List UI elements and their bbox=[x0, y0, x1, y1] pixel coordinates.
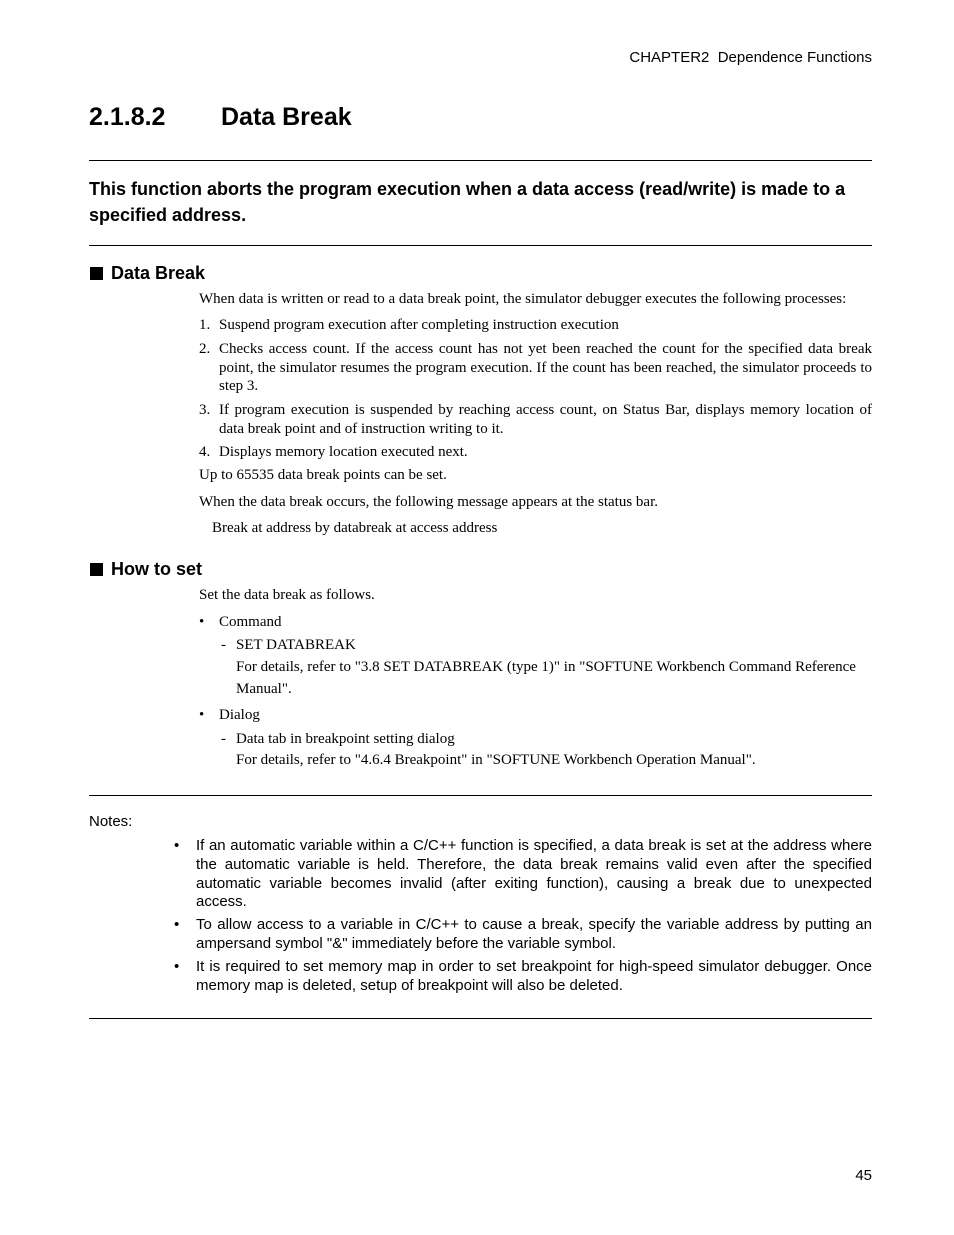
break-limit-text: Up to 65535 data break points can be set. bbox=[199, 467, 447, 483]
step-number: 2. bbox=[199, 341, 211, 357]
data-break-heading-text: Data Break bbox=[111, 263, 206, 283]
dash-marker: - bbox=[221, 637, 226, 653]
section-number: 2.1.8.2 bbox=[89, 103, 166, 131]
data-break-heading bbox=[89, 263, 205, 284]
divider-notes-bottom bbox=[89, 1018, 872, 1019]
section-title: Data Break bbox=[221, 103, 352, 131]
bullet-icon: • bbox=[174, 837, 180, 854]
method-sub-label: Data tab in breakpoint setting dialog bbox=[236, 731, 455, 747]
running-header: CHAPTER2 Dependence Functions bbox=[629, 49, 872, 66]
divider-summary bbox=[89, 245, 872, 246]
step-text: Suspend program execution after completing instruction execution bbox=[219, 317, 619, 333]
step-text: If program execution is suspended by reaching access count, on Status Bar, displays memory location of data break point and of instruction writing to it. bbox=[219, 402, 872, 437]
dash-marker: - bbox=[221, 731, 226, 747]
method-detail: For details, refer to "4.6.4 Breakpoint" in "SOFTUNE Workbench Operation Manual". bbox=[236, 752, 756, 768]
status-intro-text: When the data break occurs, the following message appears at the status bar. bbox=[199, 494, 659, 510]
how-to-set-heading bbox=[89, 559, 202, 580]
data-break-intro: When data is written or read to a data break point, the simulator debugger executes the following processes: bbox=[199, 291, 847, 307]
step-number: 4. bbox=[199, 444, 211, 460]
note-text: It is required to set memory map in order to set breakpoint for high-speed simulator debugger. Once memory map is deleted, setup of breakpoint will also be deleted. bbox=[196, 958, 872, 994]
step-text: Checks access count. If the access count has not yet been reached the count for the specified data break point, the simulator resumes the program execution. If the count has been reached, the simulator proceeds to step 3. bbox=[219, 341, 872, 394]
bullet-icon: • bbox=[199, 614, 205, 630]
note-text: To allow access to a variable in C/C++ to cause a break, specify the variable address by putting an ampersand symbol "&" immediately before the variable symbol. bbox=[196, 916, 872, 952]
method-label: Dialog bbox=[219, 707, 260, 723]
step-text: Displays memory location executed next. bbox=[219, 444, 468, 460]
bullet-icon: • bbox=[174, 958, 180, 975]
square-bullet-icon bbox=[90, 563, 103, 576]
note-text: If an automatic variable within a C/C++ function is specified, a data break is set at the address where the automatic variable is held. Therefore, the data break remains valid even after the specified automatic variable becomes invalid (after exiting function), causing a break due to unexpected access. bbox=[196, 837, 872, 911]
status-message-text: Break at address by databreak at access address bbox=[212, 520, 498, 536]
divider-notes-top bbox=[89, 795, 872, 796]
bullet-icon: • bbox=[174, 916, 180, 933]
method-label: Command bbox=[219, 614, 282, 630]
step-number: 3. bbox=[199, 402, 211, 418]
section-summary: This function aborts the program execution when a data access (read/write) is made to a specified address. bbox=[89, 179, 846, 225]
step-number: 1. bbox=[199, 317, 211, 333]
how-to-set-heading-text: How to set bbox=[111, 559, 203, 579]
method-detail: For details, refer to "3.8 SET DATABREAK (type 1)" in "SOFTUNE Workbench Command Reference Manual". bbox=[236, 659, 856, 697]
bullet-icon: • bbox=[199, 707, 205, 723]
how-to-set-intro: Set the data break as follows. bbox=[199, 587, 375, 603]
method-sub-label: SET DATABREAK bbox=[236, 637, 356, 653]
page-number: 45 bbox=[855, 1167, 872, 1184]
square-bullet-icon bbox=[90, 267, 103, 280]
notes-label: Notes: bbox=[89, 813, 133, 830]
divider-top bbox=[89, 160, 872, 161]
